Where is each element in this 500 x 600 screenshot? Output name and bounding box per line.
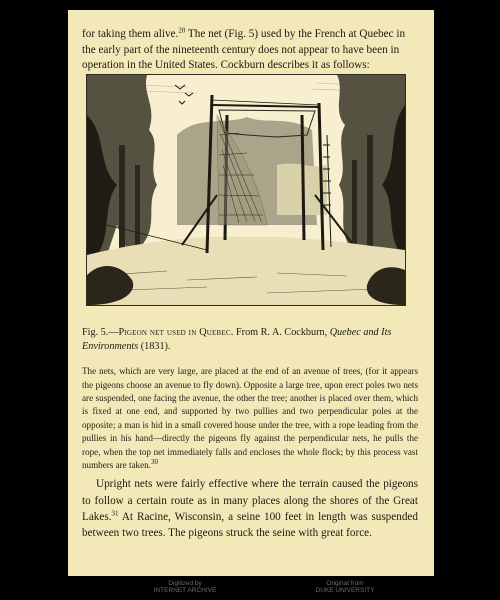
- caption-source-prefix: From R. A. Cockburn,: [233, 327, 330, 339]
- bottom-paragraph-text-start: Upright nets were fairly effective where the terrain caused the pigeons to follow a certain route as in many places along the shores of the Great Lakes.: [82, 478, 418, 523]
- bottom-paragraph: [82, 476, 418, 542]
- quote-text: The nets, which are very large, are placed at the end of an avenue of trees, (for it appears the pigeons choose an avenue to fly down). Opposite a large tree, upon erect poles two nets are suspended, one facing the avenue, the other the tree; another is placed over them, which is fixed at one end, and supported by two pullies and two perpendicular poles at the opposite; a man is hid in a small covered house under the tree, with a rope leading from the pullies in his hand—directly the pigeons fly against the perpendicular nets, he pulls the rope, when the top net immediately falls and encloses the whole flock; by this process vast numbers are taken.: [82, 366, 418, 470]
- scan-attribution-footer: [0, 580, 500, 600]
- figure-caption: [82, 326, 418, 354]
- internet-archive-label: INTERNET ARCHIVE: [153, 587, 217, 594]
- footnote-marker-28: 28: [178, 26, 186, 35]
- pigeon-net-illustration: [86, 74, 406, 306]
- bottom-paragraph-text-rest: At Racine, Wisconsin, a seine 100 feet in length was suspended between two trees. The pigeons struck the seine with great force.: [82, 511, 418, 540]
- original-from-label: Original from: [326, 580, 364, 587]
- original-from-credit: [300, 580, 390, 594]
- top-paragraph-text-rest: The net (Fig. 5) used by the French at Quebec in the early part of the nineteenth century does not appear to have been in operation in the United States. Cockburn describes it as follows:: [82, 28, 406, 72]
- engraving-drawing: [87, 75, 405, 305]
- footnote-marker-31: 31: [111, 509, 119, 518]
- top-paragraph-text-start: for taking them alive.: [82, 28, 179, 41]
- duke-university-label: DUKE UNIVERSITY: [315, 587, 375, 594]
- left-trees: [87, 75, 157, 260]
- digitized-by-label: Digitized by: [168, 580, 202, 587]
- block-quote: [82, 365, 418, 472]
- digitized-by-credit: [140, 580, 230, 594]
- right-trees: [337, 75, 405, 255]
- footnote-marker-30: 30: [150, 457, 158, 466]
- caption-year: (1831).: [138, 341, 171, 353]
- book-page: [68, 10, 434, 576]
- caption-title: Pigeon net used in Quebec.: [118, 327, 234, 339]
- top-paragraph: [82, 27, 418, 74]
- caption-figure-number: Fig. 5.—: [82, 327, 119, 339]
- caption-book-title: Quebec and Its Environments: [82, 327, 392, 353]
